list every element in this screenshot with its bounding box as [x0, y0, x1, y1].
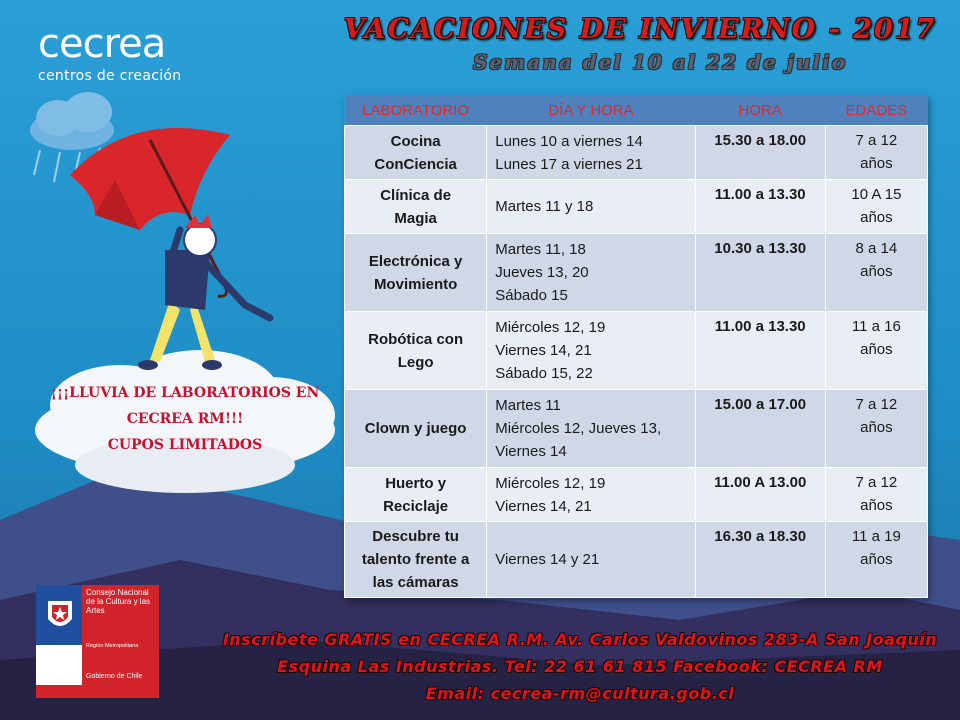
lab-name-cell-line: Huerto y: [385, 474, 447, 492]
lab-name-cell: [345, 312, 487, 390]
lab-name-cell-line: las cámaras: [372, 574, 459, 591]
column-header: LABORATORIO: [345, 95, 487, 126]
days-cell: [487, 522, 695, 598]
days-cell-line: Martes 11 y 18: [495, 198, 594, 215]
lab-name-cell-line: Reciclaje: [383, 497, 449, 515]
ages-cell-line: años: [860, 263, 893, 280]
footer-line: Inscríbete GRATIS en CECREA R.M. Av. Carlos Valdovinos 283-A San Joaquín: [222, 630, 938, 649]
ages-cell-line: 11 a 16: [851, 318, 901, 335]
gov-region: Región Metropolitana: [86, 643, 139, 649]
cloud-message: [40, 380, 330, 458]
lab-name-cell-line: Lego: [397, 353, 434, 371]
cecrea-logo: [38, 21, 182, 84]
government-logo: [36, 585, 159, 698]
column-header: DÍA Y HORA: [487, 95, 695, 126]
column-header: EDADES: [825, 95, 927, 126]
hour-cell: 15.00 a 17.00: [695, 390, 825, 468]
laboratories-table: [344, 95, 928, 598]
table-row: [345, 180, 928, 234]
days-cell-line: Viernes 14 y 21: [495, 551, 600, 568]
days-cell: [487, 234, 695, 312]
table-row: [345, 390, 928, 468]
ages-cell: [825, 522, 927, 598]
days-cell-line: Sábado 15, 22: [495, 365, 593, 382]
page-title: VACACIONES DE INVIERNO - 2017: [343, 14, 937, 45]
gov-gobierno: Gobierno de Chile: [86, 673, 143, 680]
ages-cell: [825, 126, 927, 180]
ages-cell-line: 10 A 15: [851, 186, 902, 203]
table-row: [345, 522, 928, 598]
hour-cell: 15.30 a 18.00: [695, 126, 825, 180]
hour-cell: 11.00 a 13.30: [695, 180, 825, 234]
hour-cell: 16.30 a 18.30: [695, 522, 825, 598]
days-cell-line: Martes 11, 18: [495, 241, 586, 258]
lab-name-cell: [345, 180, 487, 234]
gov-name: Consejo Nacional de la Cultura y las Artes: [86, 588, 151, 615]
days-cell: [487, 390, 695, 468]
days-cell: [487, 180, 695, 234]
days-cell-line: Martes 11: [495, 397, 561, 414]
ages-cell-line: 7 a 12: [855, 396, 898, 413]
days-cell-line: Lunes 10 a viernes 14: [495, 132, 643, 150]
days-cell: [487, 468, 695, 522]
footer-line: Esquina Las Industrias. Tel: 22 61 61 815 Facebook: CECREA RM: [277, 657, 883, 676]
lab-name-cell-line: Magia: [394, 209, 437, 227]
lab-name-cell-line: ConCiencia: [374, 155, 457, 173]
ages-cell-line: 8 a 14: [855, 240, 898, 257]
lab-name-cell-line: Movimiento: [373, 275, 458, 293]
lab-name-cell-line: talento frente a: [361, 551, 470, 568]
days-cell-line: Miércoles 12, 19: [495, 474, 606, 492]
days-cell-line: Viernes 14: [495, 443, 567, 460]
lab-name-cell: [345, 522, 487, 598]
page-subtitle: Semana del 10 al 22 de julio: [472, 50, 848, 74]
column-header: HORA: [695, 95, 825, 126]
table-row: [345, 234, 928, 312]
ages-cell: [825, 468, 927, 522]
coat-of-arms-icon: [42, 595, 78, 637]
lab-name-cell: [345, 468, 487, 522]
ages-cell-line: años: [860, 155, 893, 172]
ages-cell: [825, 312, 927, 390]
days-cell-line: Sábado 15: [495, 287, 568, 304]
ages-cell-line: años: [860, 551, 893, 568]
lab-name-cell-line: Electrónica y: [368, 252, 463, 270]
days-cell-line: Jueves 13, 20: [495, 264, 589, 281]
ages-cell-line: 11 a 19: [851, 528, 901, 545]
ages-cell-line: 7 a 12: [855, 474, 898, 491]
ages-cell-line: años: [860, 419, 893, 436]
cloud-message-line: CUPOS LIMITADOS: [107, 437, 263, 453]
ages-cell: [825, 234, 927, 312]
days-cell-line: Lunes 17 a viernes 21: [495, 155, 643, 173]
brand-name: cecrea: [38, 21, 166, 67]
table-row: [345, 312, 928, 390]
ages-cell: [825, 390, 927, 468]
cloud-message-line: CECREA RM!!!: [126, 411, 244, 427]
days-cell: [487, 312, 695, 390]
days-cell-line: Miércoles 12, 19: [495, 319, 606, 336]
table-row: [345, 126, 928, 180]
table-header-row: [345, 95, 928, 126]
table-row: [345, 468, 928, 522]
hour-cell: 11.00 A 13.00: [695, 468, 825, 522]
days-cell: [487, 126, 695, 180]
lab-name-cell-line: Cocina: [390, 132, 441, 150]
ages-cell-line: años: [860, 341, 893, 358]
ages-cell: [825, 180, 927, 234]
lab-name-cell: [345, 234, 487, 312]
hour-cell: 11.00 a 13.30: [695, 312, 825, 390]
ages-cell-line: años: [860, 209, 893, 226]
days-cell-line: Viernes 14, 21: [495, 497, 592, 515]
lab-name-cell-line: Robótica con: [368, 330, 464, 348]
ages-cell-line: años: [860, 497, 893, 514]
days-cell-line: Miércoles 12, Jueves 13,: [495, 420, 662, 437]
lab-name-cell: [345, 390, 487, 468]
hour-cell: 10.30 a 13.30: [695, 234, 825, 312]
lab-name-cell-line: Clown y juego: [364, 420, 467, 437]
cloud-message-line: ¡¡¡LLUVIA DE LABORATORIOS EN: [50, 385, 320, 401]
brand-tagline: centros de creación: [38, 68, 182, 84]
lab-name-cell-line: Clínica de: [380, 186, 452, 204]
ages-cell-line: 7 a 12: [855, 132, 898, 149]
footer-email: Email: cecrea-rm@cultura.gob.cl: [425, 684, 735, 703]
table-body: [345, 126, 928, 598]
days-cell-line: Viernes 14, 21: [495, 342, 592, 359]
lab-name-cell-line: Descubre tu: [372, 528, 459, 545]
lab-name-cell: [345, 126, 487, 180]
